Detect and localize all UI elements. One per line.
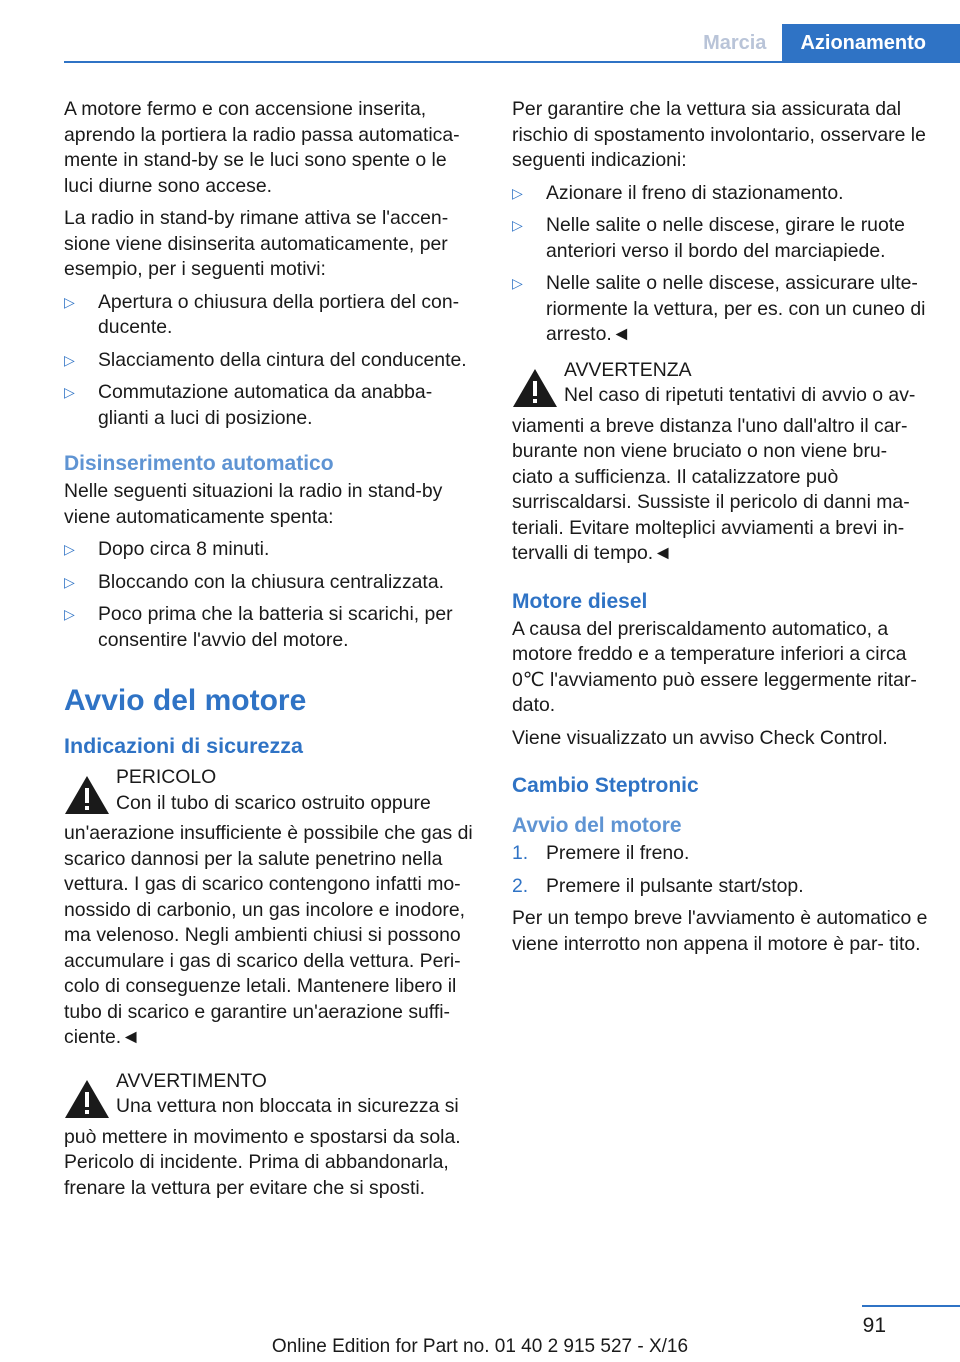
header-section-tab: Marcia [703, 31, 767, 54]
notice-text: un'aerazione insufficiente è possibile che gas di scarico dannosi per la salute penetrino nella vettura. I gas di scarico contengono infatti mo- nossido di carbonio, un gas incolore e inodore, ma velenoso. Negli ambienti chiusi si possono accumulare i gas di scarico della vettura. Peri- colo di conseguenze letali. Mantenere libero il tubo di scarico e garantire un'aerazione suffi- ciente.◄ [64, 822, 473, 1048]
left-column [64, 97, 479, 1208]
bullet-list [512, 181, 930, 348]
right-column [512, 97, 930, 964]
notice-text: viamenti a breve distanza l'uno dall'altro il car- burante non viene bruciato o non viene bru- ciato a sufficienza. Il catalizzatore può surriscaldarsi. Sussiste il pericolo di danni ma- teriali. Evitare molteplici avviamenti a brevi in- tervalli di tempo.◄ [512, 414, 910, 564]
danger-notice [64, 765, 479, 1051]
list-item: ▷ Poco prima che la batteria si scarichi, per consentire l'avvio del motore. [64, 602, 479, 653]
notice-text: Nel caso di ripetuti tentativi di avvio o av- [564, 384, 916, 406]
step-number: 2. [512, 874, 529, 897]
paragraph: Nelle seguenti situazioni la radio in stand-by viene automaticamente spenta: [64, 480, 443, 528]
header-chapter-tab: Azionamento [782, 24, 960, 62]
paragraph: A motore fermo e con accensione inserita, aprendo la portiera la radio passa automatica- mente in stand-by se le luci sono spente o le luci diurne sono accese. [64, 98, 460, 197]
bullet-list [64, 537, 479, 653]
caution-notice [64, 1069, 479, 1202]
steps-list [512, 841, 930, 899]
paragraph: La radio in stand-by rimane attiva se l'accen- sione viene disinserita automaticamente, per esempio, per i seguenti motivi: [64, 207, 449, 280]
list-item: ▷ Nelle salite o nelle discese, assicurare ulte- riormente la vettura, per es. con un cuneo di arresto.◄ [512, 271, 930, 348]
warning-notice [512, 358, 930, 567]
list-item: ▷ Apertura o chiusura della portiera del con- ducente. [64, 290, 479, 341]
subheading-steptronic: Cambio Steptronic [512, 774, 699, 797]
list-item: ▷ Slacciamento della cintura del conducente. [64, 348, 479, 374]
paragraph: Per un tempo breve l'avviamento è automatico e viene interrotto non appena il motore è par- tito. [512, 907, 928, 955]
subsection-title: Indicazioni di sicurezza [64, 734, 303, 758]
notice-label: AVVERTENZA [564, 358, 692, 381]
paragraph: Per garantire che la vettura sia assicurata dal rischio di spostamento involontario, osservare le seguenti indicazioni: [512, 98, 926, 171]
warning-triangle-icon [64, 1079, 116, 1125]
notice-text: Una vettura non bloccata in sicurezza si [116, 1095, 459, 1117]
subheading-auto-off: Disinserimento automatico [64, 452, 334, 475]
warning-triangle-icon [64, 775, 116, 821]
subheading-diesel: Motore diesel [512, 589, 648, 613]
list-item: ▷ Dopo circa 8 minuti. [64, 537, 479, 563]
list-item [512, 874, 930, 900]
step-number: 1. [512, 842, 529, 864]
list-item: ▷ Azionare il freno di stazionamento. [512, 181, 930, 207]
section-title: Avvio del motore [64, 684, 307, 717]
warning-triangle-icon [512, 368, 564, 414]
header-tabs [683, 24, 960, 62]
list-item: ▷ Nelle salite o nelle discese, girare le ruote anteriori verso il bordo del marciapiede. [512, 213, 930, 264]
paragraph: A causa del preriscaldamento automatico, a motore freddo e a temperature inferiori a circa 0℃ l'avviamento può essere leggermente ritar- dato. [512, 617, 917, 716]
notice-text: può mettere in movimento e spostarsi da sola. Pericolo di incidente. Prima di abbandonarla, frenare la vettura per evitare che si sposti. [64, 1125, 461, 1199]
page-number-rule [862, 1305, 960, 1307]
step-text: Premere il freno. [546, 842, 690, 864]
header-rule [64, 61, 960, 63]
bullet-list [64, 290, 479, 432]
paragraph: Viene visualizzato un avviso Check Control. [512, 726, 888, 749]
step-text: Premere il pulsante start/stop. [546, 874, 804, 897]
page-number: 91 [862, 1314, 886, 1337]
footer-edition: Online Edition for Part no. 01 40 2 915 527 - X/16 [271, 1336, 689, 1357]
list-item: ▷ Commutazione automatica da anabba- glianti a luci di posizione. [64, 380, 479, 431]
notice-text: Con il tubo di scarico ostruito oppure [116, 791, 431, 814]
notice-label: PERICOLO [116, 766, 217, 788]
subheading-start: Avvio del motore [512, 814, 682, 837]
list-item [512, 841, 930, 867]
notice-label: AVVERTIMENTO [116, 1069, 267, 1092]
list-item: ▷ Bloccando con la chiusura centralizzata. [64, 570, 479, 596]
